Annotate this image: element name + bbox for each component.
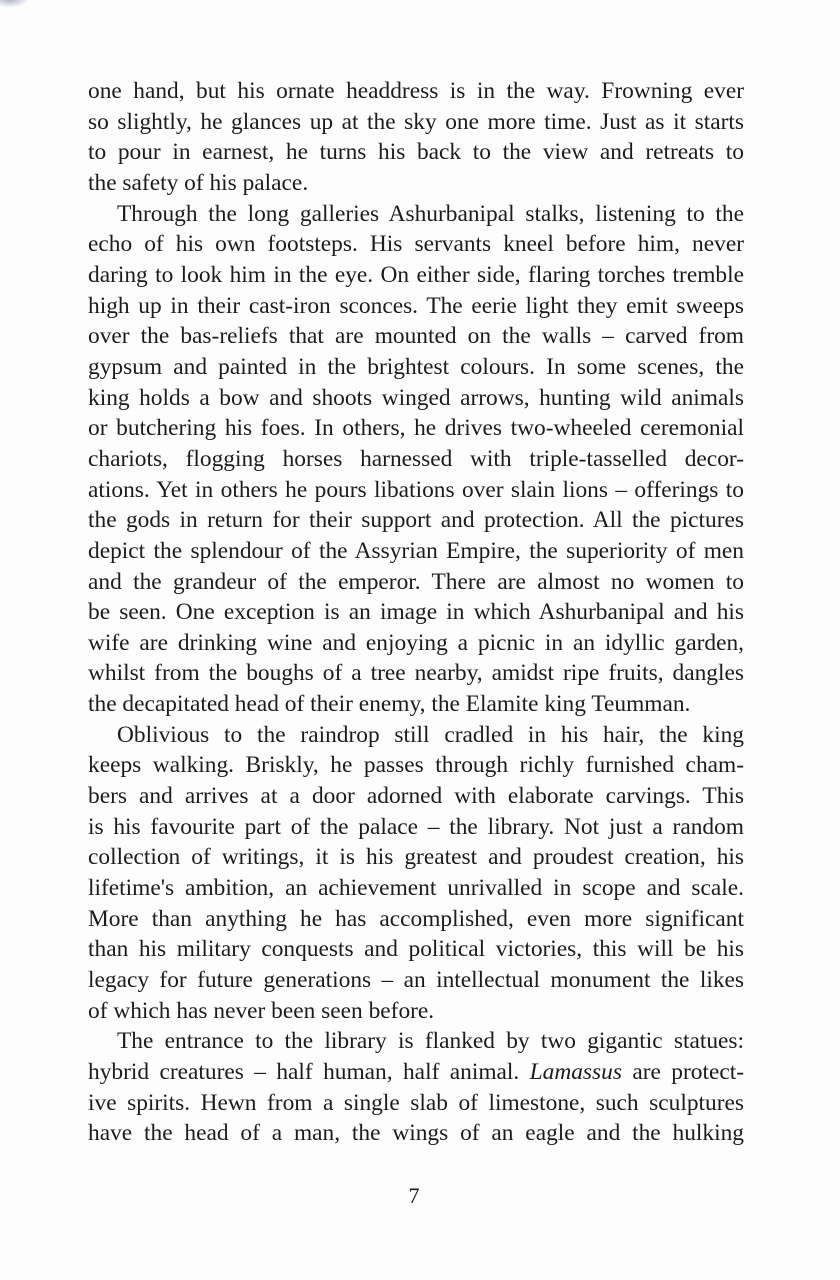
- body-text: [88, 76, 744, 1149]
- text-line: collection of writings, it is his greatest and proudest creation, his: [88, 844, 744, 871]
- text-line: The entrance to the library is flanked by two gigantic statues:: [117, 1028, 744, 1055]
- italic-term: Lamassus: [529, 1059, 622, 1085]
- text-line: be seen. One exception is an image in which Ashurbanipal and his: [88, 599, 744, 626]
- text-line: to pour in earnest, he turns his back to the view and retreats to: [88, 139, 744, 166]
- text-line: Through the long galleries Ashurbanipal stalks, listening to the: [117, 200, 744, 227]
- page-number: 7: [408, 1183, 420, 1208]
- text-line: over the bas-reliefs that are mounted on the walls – carved from: [88, 323, 744, 350]
- text-line: chariots, flogging horses harnessed with triple-tasselled decor-: [88, 445, 744, 472]
- text-line: whilst from the boughs of a tree nearby, amidst ripe fruits, dangles: [88, 660, 744, 687]
- text-line: so slightly, he glances up at the sky one more time. Just as it starts: [88, 108, 744, 135]
- text-line: is his favourite part of the palace – the library. Not just a random: [88, 813, 744, 840]
- text-line: hybrid creatures – half human, half animal. Lamassus are protect-: [88, 1059, 744, 1085]
- text-line: the gods in return for their support and protection. All the pictures: [88, 507, 744, 534]
- paragraph: [88, 199, 744, 720]
- text-line: have the head of a man, the wings of an eagle and the hulking: [88, 1120, 744, 1147]
- text-line: depict the splendour of the Assyrian Empire, the superiority of men: [88, 537, 744, 564]
- text-line: ations. Yet in others he pours libations over slain lions – offerings to: [88, 476, 744, 503]
- paragraph: [88, 76, 744, 199]
- paragraph: [88, 1026, 744, 1149]
- text-line: wife are drinking wine and enjoying a picnic in an idyllic garden,: [88, 629, 744, 656]
- text-line: the safety of his palace.: [88, 169, 309, 196]
- text-line: More than anything he has accomplished, even more significant: [88, 905, 744, 932]
- text-line: daring to look him in the eye. On either side, flaring torches tremble: [88, 261, 744, 288]
- text-line: one hand, but his ornate headdress is in the way. Frowning ever: [88, 78, 744, 104]
- text-line: than his military conquests and political victories, this will be his: [88, 936, 744, 963]
- text-line: echo of his own footsteps. His servants kneel before him, never: [88, 231, 744, 258]
- text-line: king holds a bow and shoots winged arrows, hunting wild animals: [88, 384, 744, 411]
- text-line: the decapitated head of their enemy, the Elamite king Teumman.: [88, 691, 691, 718]
- text-line: or butchering his foes. In others, he drives two-wheeled ceremonial: [88, 415, 744, 442]
- text-line: gypsum and painted in the brightest colours. In some scenes, the: [88, 353, 744, 380]
- text-line: and the grandeur of the emperor. There are almost no women to: [88, 568, 744, 595]
- text-line: bers and arrives at a door adorned with elaborate carvings. This: [88, 783, 744, 810]
- text-line: ive spirits. Hewn from a single slab of limestone, such sculptures: [88, 1089, 744, 1116]
- text-line: keeps walking. Briskly, he passes through richly furnished cham-: [88, 752, 744, 779]
- text-line: of which has never been seen before.: [88, 997, 435, 1024]
- text-line: Oblivious to the raindrop still cradled in his hair, the king: [117, 721, 744, 748]
- paragraph: [88, 720, 744, 1027]
- scan-corner-shadow: [0, 0, 30, 8]
- text-line: legacy for future generations – an intellectual monument the likes: [88, 967, 744, 994]
- text-line: high up in their cast-iron sconces. The eerie light they emit sweeps: [88, 292, 744, 319]
- text-line: lifetime's ambition, an achievement unrivalled in scope and scale.: [88, 875, 744, 902]
